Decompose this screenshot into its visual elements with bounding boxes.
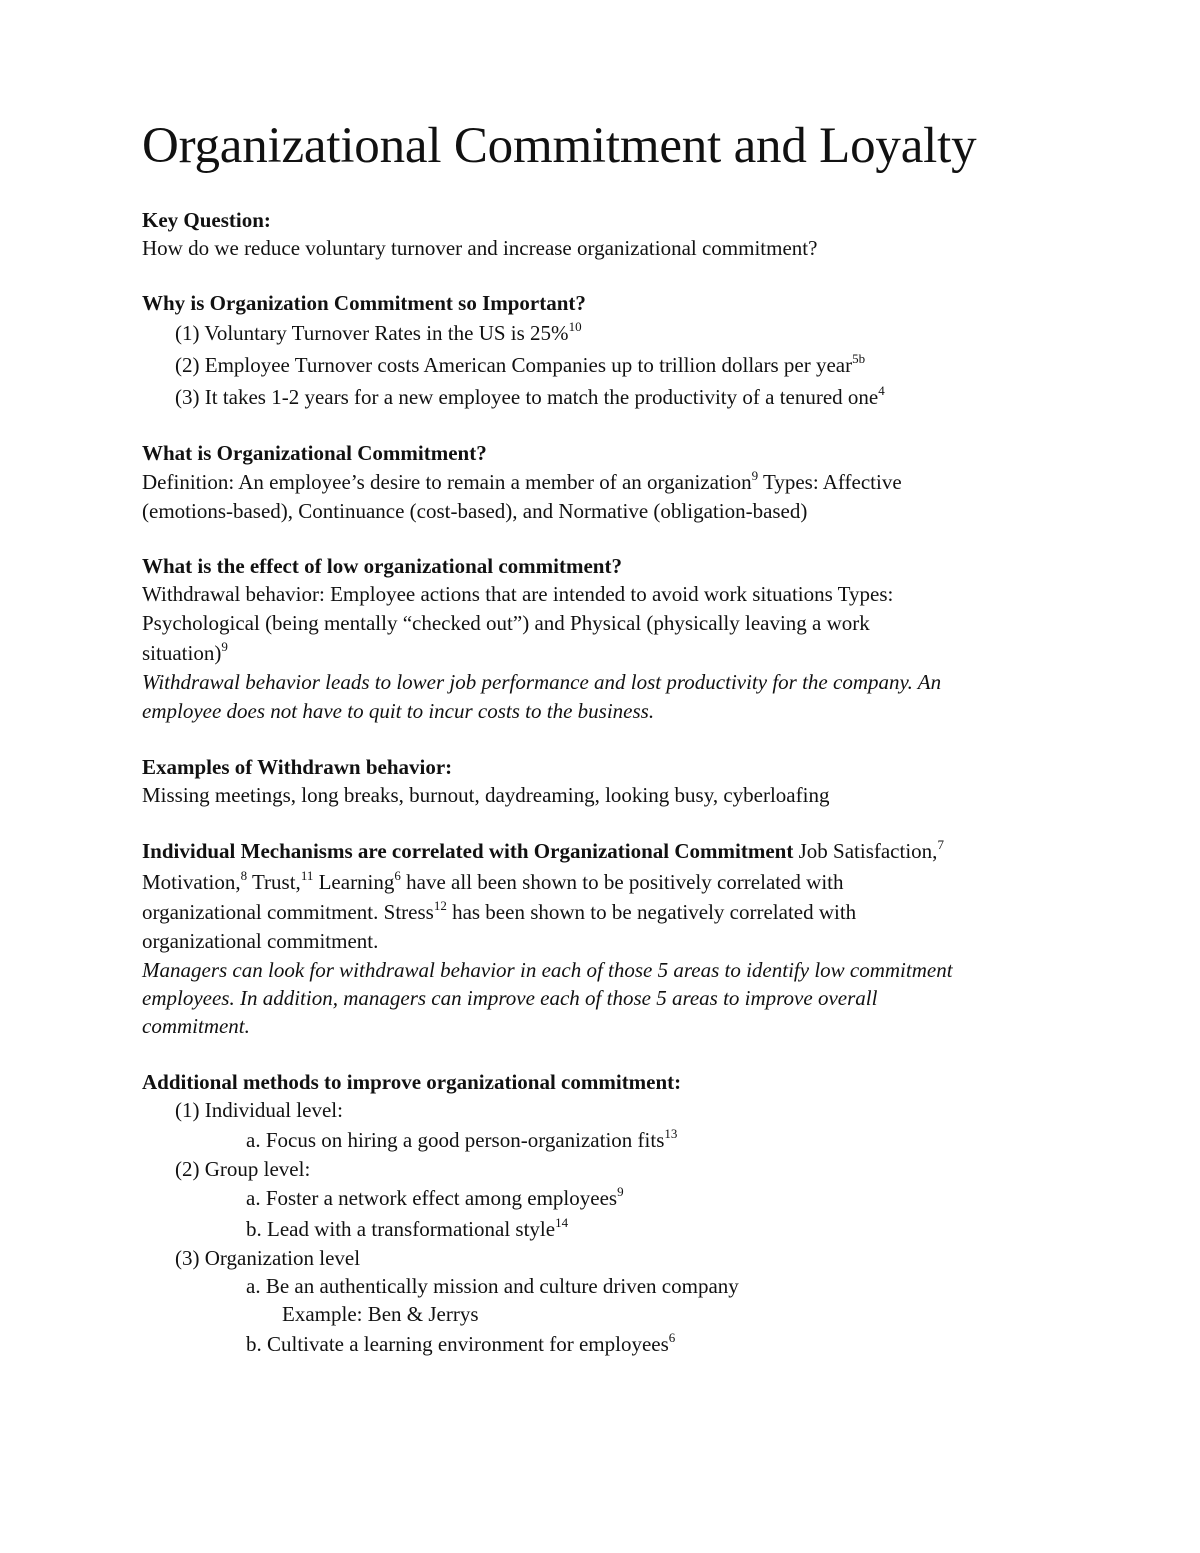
document-title: Organizational Commitment and Loyalty xyxy=(142,118,977,174)
methods-group: (2) Group level: xyxy=(175,1157,311,1181)
mechanisms-line-3: organizational commitment. Stress$^{12}$ has been shown to be negatively correlated with xyxy=(142,898,857,924)
methods-org-a-example: Example: Ben & Jerrys xyxy=(282,1302,479,1326)
importance-item-1: (1) Voluntary Turnover Rates in the US is 25%$^{10}$ xyxy=(175,319,582,345)
methods-individual: (1) Individual level: xyxy=(175,1098,343,1122)
effect-line-2: Psychological (being mentally “checked out”) and Physical (physically leaving a work xyxy=(142,611,870,635)
effect-heading: What is the effect of low organizational commitment? xyxy=(142,554,622,578)
methods-group-b: b. Lead with a transformational style$^{14}$ xyxy=(246,1215,569,1241)
importance-heading: Why is Organization Commitment so Important? xyxy=(142,291,586,315)
examples-heading: Examples of Withdrawn behavior: xyxy=(142,755,453,779)
methods-org-a: a. Be an authentically mission and culture driven company xyxy=(246,1274,739,1298)
methods-org-b: b. Cultivate a learning environment for employees$^6$ xyxy=(246,1330,676,1356)
effect-italic-2: employee does not have to quit to incur costs to the business. xyxy=(142,699,655,723)
effect-line-3: situation)$^9$ xyxy=(142,639,228,665)
examples-text: Missing meetings, long breaks, burnout, daydreaming, looking busy, cyberloafing xyxy=(142,783,830,807)
effect-line-1: Withdrawal behavior: Employee actions that are intended to avoid work situations Types: xyxy=(142,582,894,606)
mechanisms-italic-2: employees. In addition, managers can improve each of those 5 areas to improve overall xyxy=(142,986,878,1010)
methods-org: (3) Organization level xyxy=(175,1246,361,1270)
methods-group-a: a. Foster a network effect among employees$^9$ xyxy=(246,1184,624,1210)
importance-item-2: (2) Employee Turnover costs American Companies up to trillion dollars per year$^{5b}$ xyxy=(175,351,866,377)
mechanisms-line-4: organizational commitment. xyxy=(142,929,379,953)
mechanisms-italic-3: commitment. xyxy=(142,1014,250,1038)
key-question-heading: Key Question: xyxy=(142,208,271,232)
effect-italic-1: Withdrawal behavior leads to lower job performance and lost productivity for the company. An xyxy=(142,670,942,694)
mechanisms-heading: Individual Mechanisms are correlated with Organizational Commitment xyxy=(142,839,794,863)
mechanisms-italic-1: Managers can look for withdrawal behavior in each of those 5 areas to identify low commitment xyxy=(142,958,953,982)
definition-line-1: Definition: An employee’s desire to remain a member of an organization$^9$ Types: Affective xyxy=(142,468,902,494)
mechanisms-line-2: Motivation,$^8$ Trust,$^{11}$ Learning$^6$ have all been shown to be positively correlated with xyxy=(142,868,844,894)
definition-heading: What is Organizational Commitment? xyxy=(142,441,487,465)
methods-individual-a: a. Focus on hiring a good person-organization fits$^{13}$ xyxy=(246,1126,678,1152)
importance-item-3: (3) It takes 1-2 years for a new employee to match the productivity of a tenured one$^4$ xyxy=(175,383,885,409)
methods-heading: Additional methods to improve organizational commitment: xyxy=(142,1070,682,1094)
mechanisms-line-1: Individual Mechanisms are correlated with Organizational Commitment Job Satisfaction,$^7$ xyxy=(142,837,944,863)
definition-line-2: (emotions-based), Continuance (cost-based), and Normative (obligation-based) xyxy=(142,499,808,523)
key-question-text: How do we reduce voluntary turnover and increase organizational commitment? xyxy=(142,236,818,260)
